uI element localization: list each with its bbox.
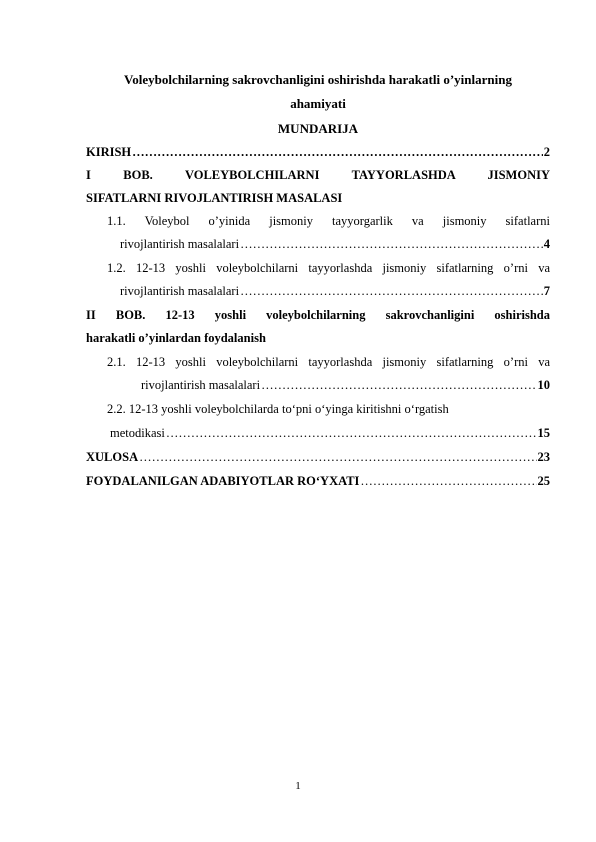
toc-entry-kirish[interactable] — [86, 145, 550, 160]
toc-section-1-1-line-1[interactable]: 1.1. Voleybol o’yinida jismoniy tayyorgarlik va jismoniy sifatlarni — [107, 214, 550, 228]
toc-section-2-2-line-2[interactable] — [110, 426, 550, 441]
toc-section-1-1-line-2[interactable] — [120, 237, 550, 252]
toc-leader-dots — [360, 474, 536, 489]
toc-leader-dots — [166, 426, 537, 441]
toc-section-2-2-line-1[interactable]: 2.2. 12-13 yoshli voleybolchilarda to‘pni o‘yinga kiritishni o‘rgatish — [107, 402, 449, 416]
page-number: 1 — [295, 780, 301, 792]
toc-entry-page: 25 — [537, 474, 550, 488]
toc-chapter-2-line-1[interactable]: II BOB. 12-13 yoshli voleybolchilarning sakrovchanligini oshirishda — [86, 308, 550, 322]
toc-section-1-2-line-1[interactable]: 1.2. 12-13 yoshli voleybolchilarni tayyorlashda jismoniy sifatlarning o’rni va — [107, 261, 550, 275]
toc-entry-label: rivojlantirish masalalari — [141, 378, 261, 392]
toc-entry-page: 4 — [543, 237, 550, 251]
toc-chapter-2-line-2[interactable]: harakatli o’yinlardan foydalanish — [86, 331, 266, 345]
toc-leader-dots — [132, 145, 543, 160]
toc-entry-page: 10 — [537, 378, 550, 392]
toc-chapter-1-line-1[interactable]: I BOB. VOLEYBOLCHILARNI TAYYORLASHDA JISMONIY — [86, 168, 550, 182]
toc-entry-page: 23 — [537, 450, 550, 464]
toc-leader-dots — [139, 450, 536, 465]
document-title-line-1: Voleybolchilarning sakrovchanligini oshirishda harakatli o’yinlarning — [124, 72, 512, 87]
toc-heading: MUNDARIJA — [277, 121, 359, 136]
toc-leader-dots — [240, 237, 543, 252]
toc-leader-dots — [240, 284, 543, 299]
toc-entry-label: XULOSA — [86, 450, 139, 464]
toc-section-2-1-line-1[interactable]: 2.1. 12-13 yoshli voleybolchilarni tayyorlashda jismoniy sifatlarning o’rni va — [107, 355, 550, 369]
toc-section-1-2-line-2[interactable] — [120, 284, 550, 299]
toc-entry-xulosa[interactable] — [86, 450, 550, 465]
toc-entry-page: 15 — [537, 426, 550, 440]
toc-entry-references[interactable] — [86, 474, 550, 489]
document-title-line-2: ahamiyati — [290, 96, 346, 111]
toc-entry-label: rivojlantirish masalalari — [120, 284, 240, 298]
toc-entry-page: 2 — [543, 145, 550, 159]
toc-entry-label: rivojlantirish masalalari — [120, 237, 240, 251]
toc-leader-dots — [261, 378, 536, 393]
toc-entry-label: metodikasi — [110, 426, 165, 440]
toc-entry-label: FOYDALANILGAN ADABIYOTLAR RO‘YXATI — [86, 474, 360, 488]
toc-chapter-1-line-2[interactable]: SIFATLARNI RIVOJLANTIRISH MASALASI — [86, 191, 343, 205]
toc-entry-page: 7 — [543, 284, 550, 298]
toc-entry-label: KIRISH — [86, 145, 132, 159]
toc-section-2-1-line-2[interactable] — [141, 378, 550, 393]
